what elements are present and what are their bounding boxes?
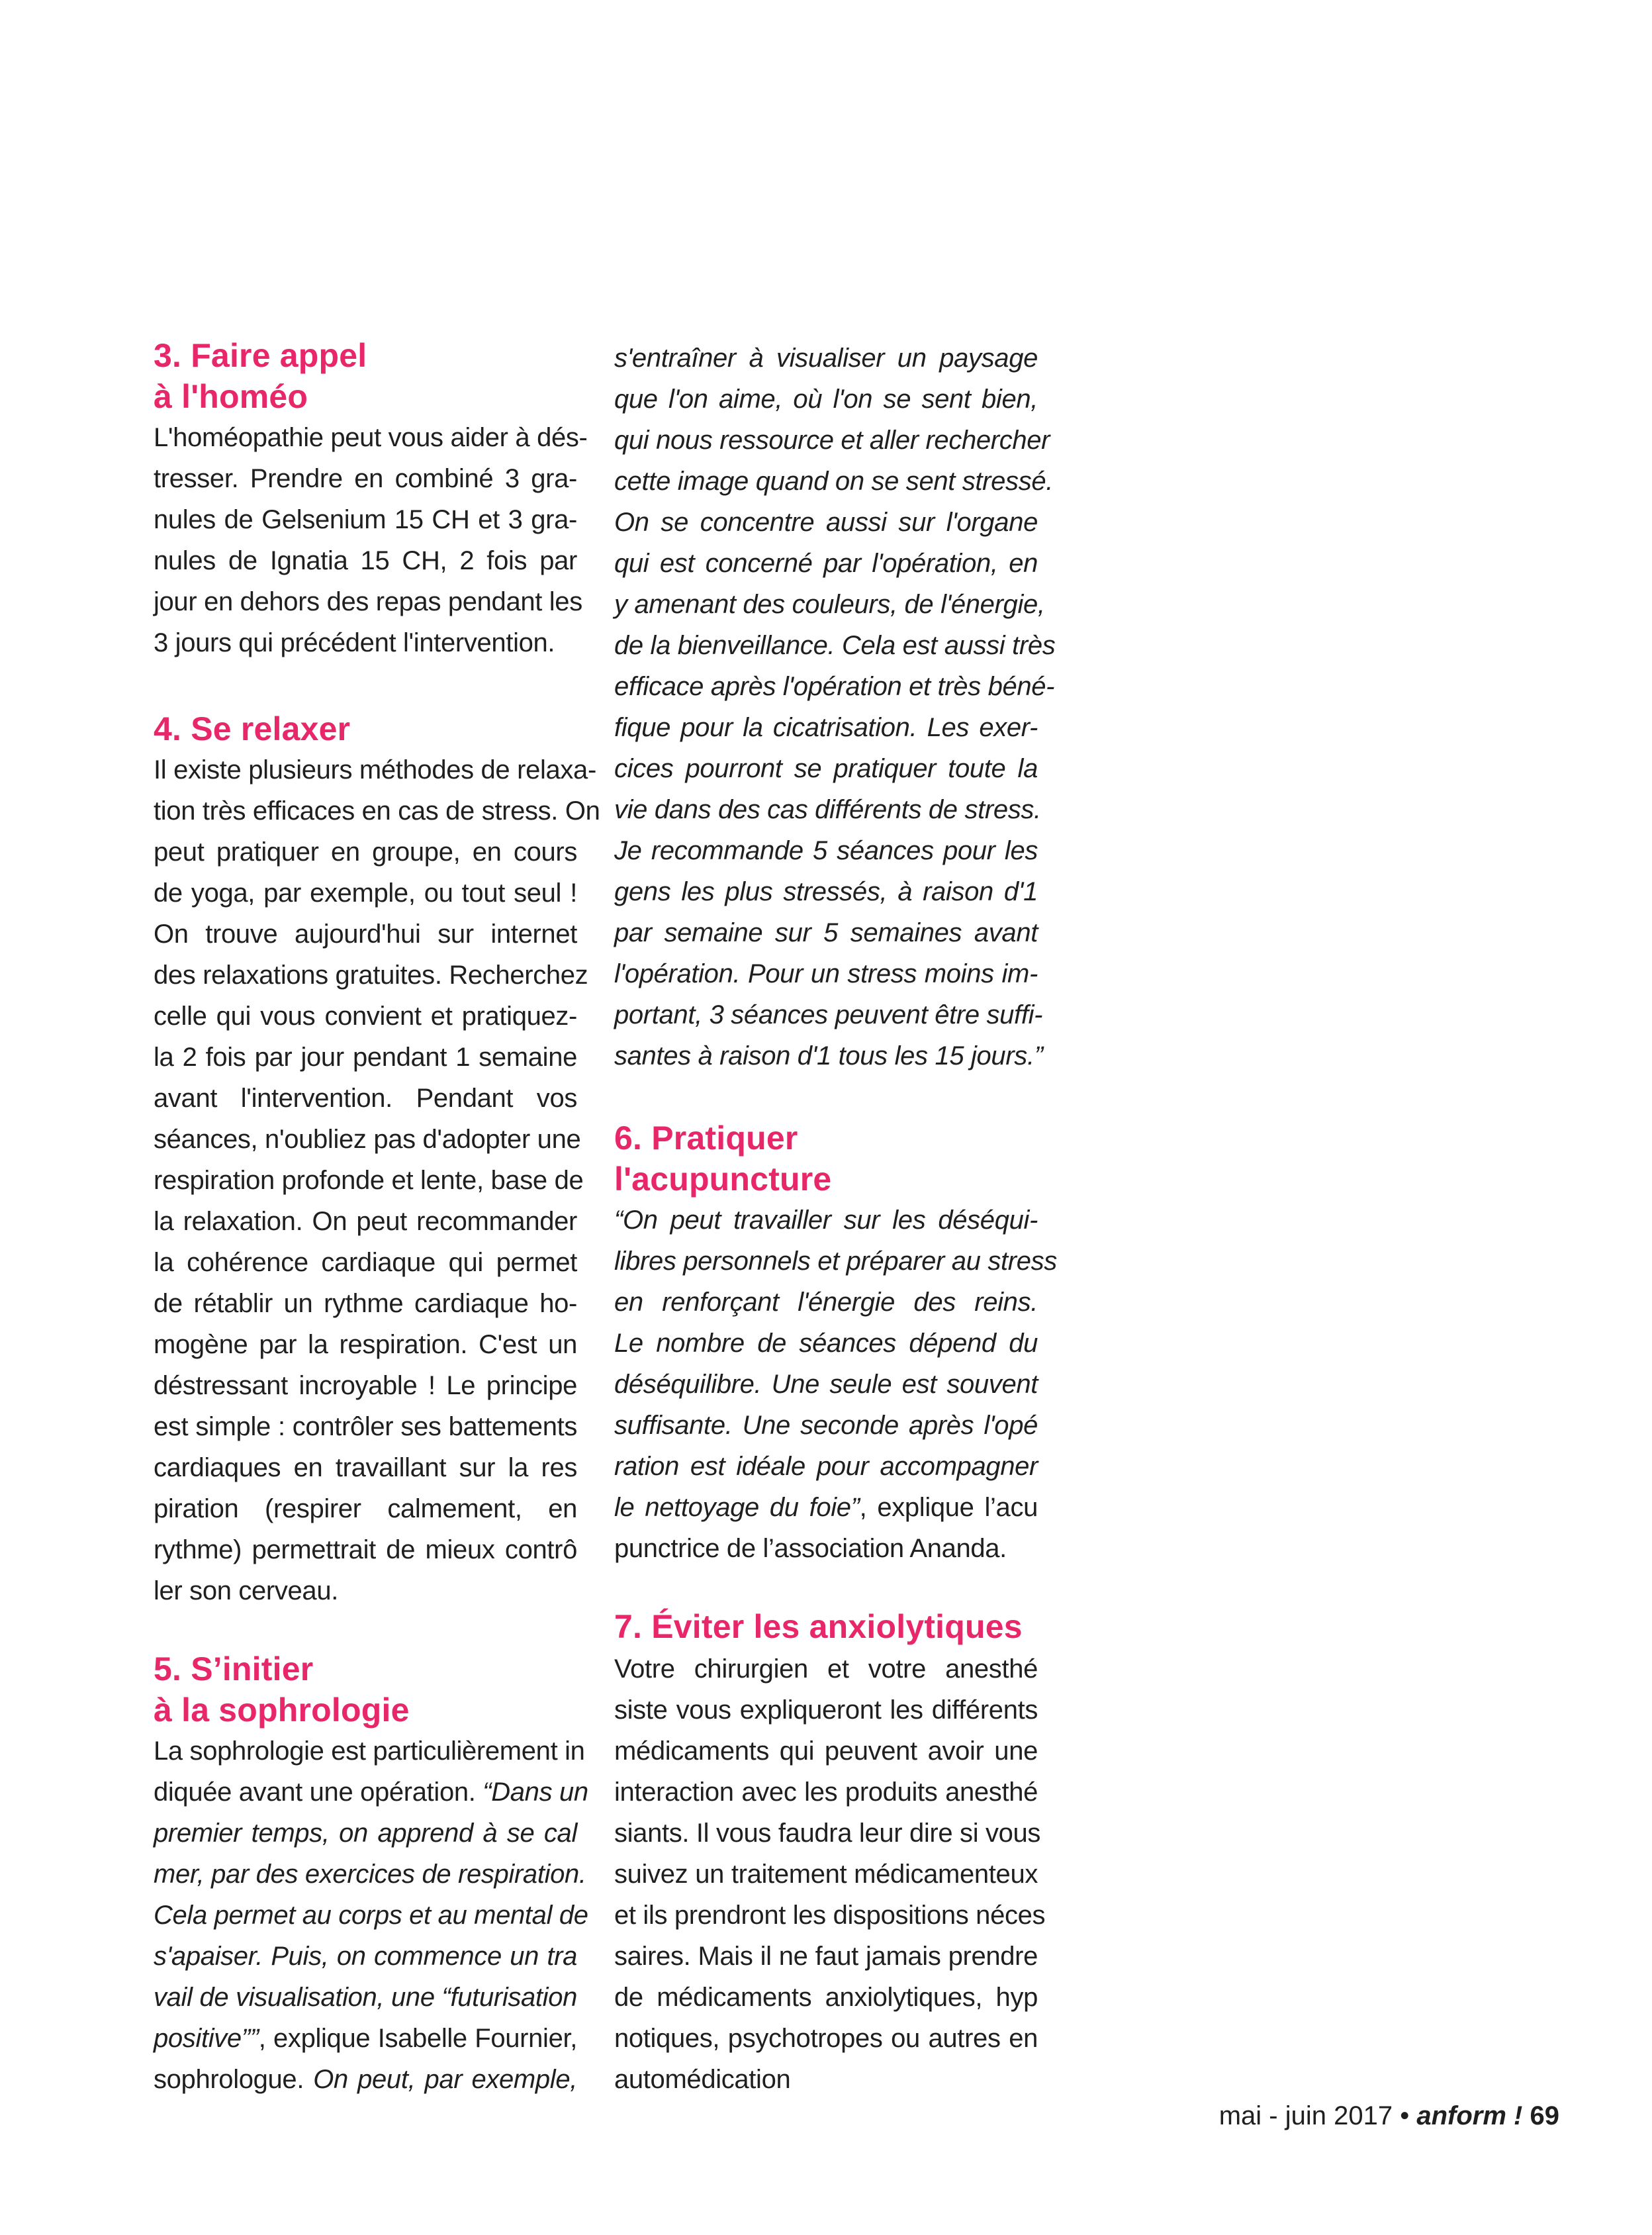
section-3-title-line2: à l'homéo — [154, 378, 308, 415]
body-line — [154, 2062, 577, 2097]
section-6-title-line2: l'acupuncture — [614, 1161, 832, 1198]
body-line: La sophrologie est particulièrement in — [154, 1736, 585, 1766]
body-line: mogène par la respiration. C'est un — [154, 1330, 577, 1359]
body-line — [614, 1490, 1038, 1525]
quote-line: Je recommande 5 séances pour les — [614, 836, 1038, 865]
footer-bullet: • — [1400, 2101, 1410, 2130]
quote-line: premier temps, on apprend à se cal — [154, 1819, 577, 1848]
body-line: tresser. Prendre en combiné 3 gra- — [154, 464, 577, 493]
quote-line: de la bienveillance. Cela est aussi très — [614, 631, 1056, 660]
body-text: diquée avant une opération. — [154, 1778, 483, 1807]
body-line: respiration profonde et lente, base de — [154, 1166, 584, 1195]
quote-line: gens les plus stressés, à raison d'1 — [614, 877, 1038, 906]
quote-line: Cela permet au corps et au mental de — [154, 1901, 588, 1930]
quote-line: Le nombre de séances dépend du — [614, 1329, 1038, 1358]
quote-line: libres personnels et préparer au stress — [614, 1247, 1057, 1276]
body-line: suivez un traitement médicamenteux — [614, 1860, 1038, 1889]
quote-line: “On peut travailler sur les déséqui- — [614, 1206, 1038, 1235]
body-text: , explique l’acu — [859, 1493, 1038, 1522]
quote-line: mer, par des exercices de respiration. — [154, 1860, 586, 1889]
quote-text: “Dans un — [482, 1778, 588, 1807]
quote-line: cices pourront se pratiquer toute la — [614, 754, 1038, 783]
body-line: la cohérence cardiaque qui permet — [154, 1248, 577, 1277]
body-line: tion très efficaces en cas de stress. On — [154, 796, 600, 826]
quote-text: le nettoyage du foie” — [614, 1493, 860, 1522]
quote-line: qui nous ressource et aller rechercher — [614, 426, 1050, 455]
body-line: piration (respirer calmement, en — [154, 1494, 577, 1523]
magazine-brand: anform ! — [1416, 2101, 1523, 2130]
body-line: punctrice de l’association Ananda. — [614, 1534, 1007, 1563]
body-line: de yoga, par exemple, ou tout seul ! — [154, 879, 577, 908]
body-line: peut pratiquer en groupe, en cours — [154, 837, 577, 867]
section-6-title: 6. Pratiquer — [614, 1119, 798, 1157]
quote-line: ration est idéale pour accompagner — [614, 1452, 1038, 1481]
body-line: nules de Ignatia 15 CH, 2 fois par — [154, 546, 577, 575]
body-line: 3 jours qui précédent l'intervention. — [154, 628, 555, 657]
body-line: des relaxations gratuites. Recherchez — [154, 961, 588, 990]
body-text: , explique Isabelle Fournier, — [258, 2024, 577, 2053]
quote-line: y amenant des couleurs, de l'énergie, — [614, 590, 1045, 619]
quote-line: cette image quand on se sent stressé. — [614, 467, 1054, 496]
body-line: séances, n'oubliez pas d'adopter une — [154, 1125, 581, 1154]
quote-line: que l'on aime, où l'on se sent bien, — [614, 385, 1038, 414]
body-text: sophrologue. — [154, 2065, 314, 2094]
body-line: la relaxation. On peut recommander — [154, 1207, 577, 1236]
quote-text: On peut, par exemple, — [313, 2065, 577, 2094]
body-line: ler son cerveau. — [154, 1576, 338, 1605]
body-line: On trouve aujourd'hui sur internet — [154, 920, 577, 949]
page-number: 69 — [1530, 2101, 1559, 2130]
quote-line: On se concentre aussi sur l'organe — [614, 508, 1038, 537]
quote-line: déséquilibre. Une seule est souvent — [614, 1370, 1038, 1399]
section-7-title: 7. Éviter les anxiolytiques — [614, 1608, 1023, 1645]
body-line: automédication — [614, 2065, 791, 2094]
body-line: L'homéopathie peut vous aider à dés- — [154, 423, 588, 452]
quote-line: en renforçant l'énergie des reins. — [614, 1288, 1038, 1317]
quote-line: efficace après l'opération et très béné- — [614, 672, 1055, 701]
quote-line: par semaine sur 5 semaines avant — [614, 918, 1038, 947]
body-line: médicaments qui peuvent avoir une — [614, 1736, 1038, 1766]
body-line — [154, 2021, 577, 2056]
body-line: la 2 fois par jour pendant 1 semaine — [154, 1043, 577, 1072]
body-line: cardiaques en travaillant sur la res — [154, 1453, 577, 1482]
quote-line: santes à raison d'1 tous les 15 jours.” — [614, 1041, 1043, 1070]
body-line: siants. Il vous faudra leur dire si vous — [614, 1819, 1041, 1848]
quote-line: s'apaiser. Puis, on commence un tra — [154, 1942, 577, 1971]
section-3-title: 3. Faire appel — [154, 337, 367, 374]
body-line: celle qui vous convient et pratiquez- — [154, 1002, 577, 1031]
body-line: déstressant incroyable ! Le principe — [154, 1371, 577, 1400]
quote-line: l'opération. Pour un stress moins im- — [614, 959, 1038, 988]
body-line — [154, 1775, 588, 1809]
body-line: interaction avec les produits anesthé — [614, 1778, 1038, 1807]
body-line: notiques, psychotropes ou autres en — [614, 2024, 1038, 2053]
page-footer — [1219, 2099, 1559, 2133]
body-line: et ils prendront les dispositions néces — [614, 1901, 1046, 1930]
body-line: de rétablir un rythme cardiaque ho- — [154, 1289, 577, 1318]
quote-line: fique pour la cicatrisation. Les exer- — [614, 713, 1038, 742]
body-line: Il existe plusieurs méthodes de relaxa- — [154, 755, 596, 785]
quote-line: qui est concerné par l'opération, en — [614, 549, 1038, 578]
section-4-title: 4. Se relaxer — [154, 710, 351, 747]
quote-line: vie dans des cas différents de stress. — [614, 795, 1041, 824]
body-line: est simple : contrôler ses battements — [154, 1412, 577, 1441]
body-line: saires. Mais il ne faut jamais prendre — [614, 1942, 1038, 1971]
body-line: jour en dehors des repas pendant les — [154, 587, 582, 616]
quote-text: positive”” — [154, 2024, 259, 2053]
body-line: siste vous expliqueront les différents — [614, 1695, 1038, 1725]
section-5-title: 5. S’initier — [154, 1650, 314, 1688]
section-5-title-line2: à la sophrologie — [154, 1691, 410, 1729]
issue-date: mai - juin 2017 — [1218, 2101, 1393, 2130]
body-line: rythme) permettrait de mieux contrô — [154, 1535, 577, 1564]
body-line: nules de Gelsenium 15 CH et 3 gra- — [154, 505, 577, 534]
body-line: avant l'intervention. Pendant vos — [154, 1084, 577, 1113]
quote-line: portant, 3 séances peuvent être suffi- — [614, 1000, 1043, 1029]
body-line: Votre chirurgien et votre anesthé — [614, 1654, 1038, 1684]
quote-line: s'entraîner à visualiser un paysage — [614, 344, 1038, 373]
quote-line: suffisante. Une seconde après l'opé — [614, 1411, 1038, 1440]
quote-line: vail de visualisation, une “futurisation — [154, 1983, 577, 2012]
body-line: de médicaments anxiolytiques, hyp — [614, 1983, 1038, 2012]
